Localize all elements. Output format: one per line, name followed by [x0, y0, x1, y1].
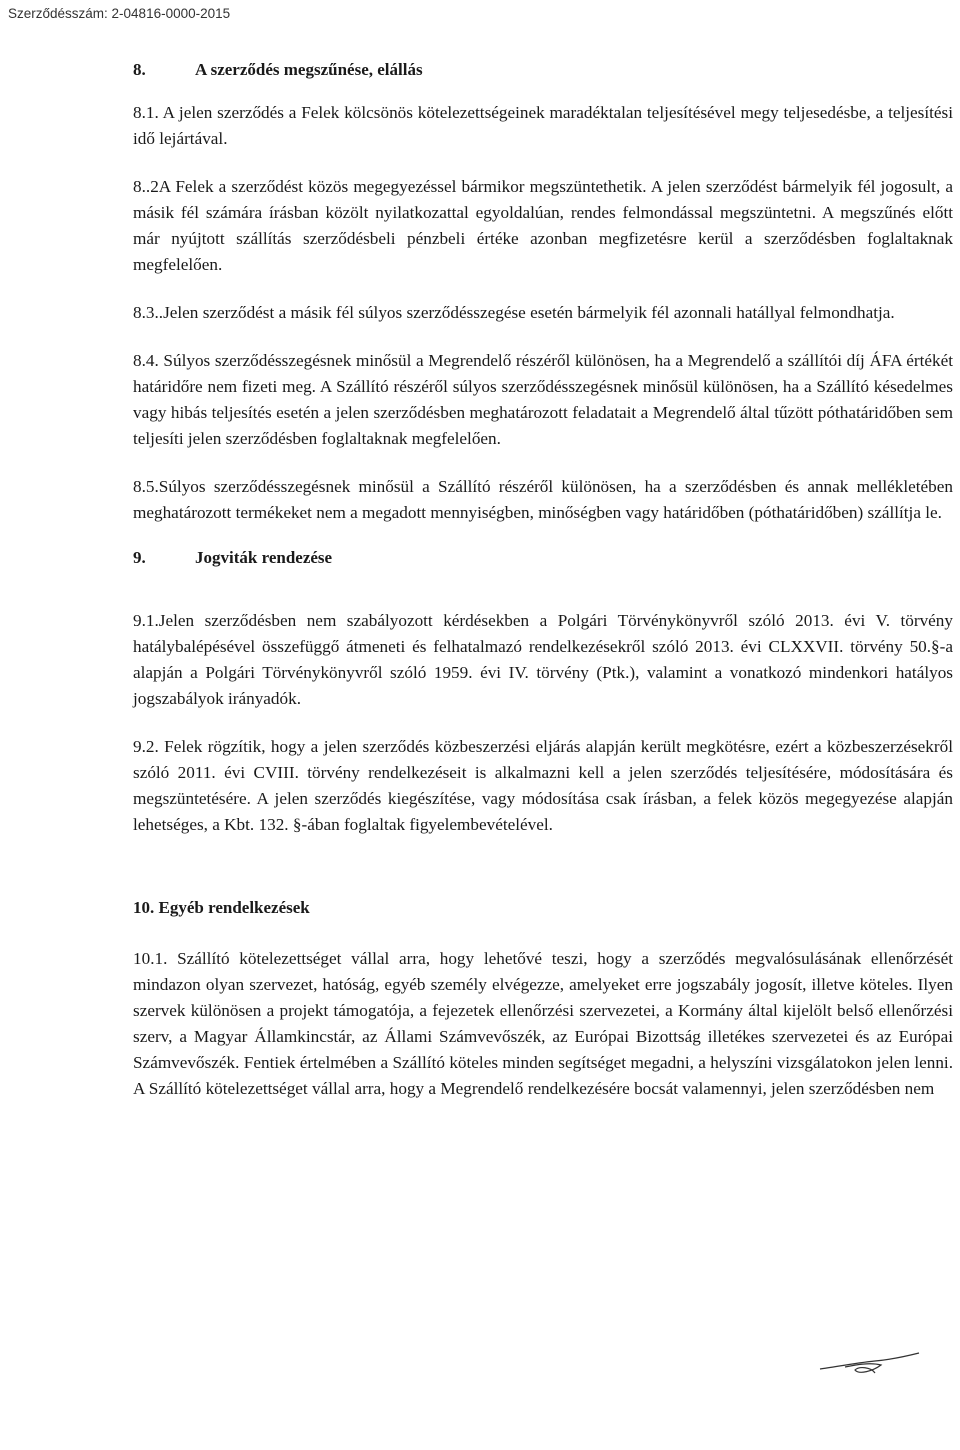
contract-number-header: Szerződésszám: 2-04816-0000-2015 — [8, 6, 231, 21]
section-9-number: 9. — [133, 548, 146, 567]
section-8-number: 8. — [133, 60, 146, 79]
paragraph-8-5: 8.5.Súlyos szerződésszegésnek minősül a Szállító részéről különösen, ha a szerződésben és annak mellékletében meghatározott termékeket nem a megadott mennyiségben, minőségben vagy határidőben (póthatáridőben) szállítja le. — [133, 477, 953, 522]
section-8-heading — [133, 60, 953, 80]
paragraph-9-1: 9.1.Jelen szerződésben nem szabályozott kérdésekben a Polgári Törvénykönyvről szóló 2013. évi V. törvény hatálybalépésével összefüggő átmeneti és felhatalmazó rendelkezésekről szóló 2013. évi CLXXVII. törvény 50.§-a alapján a Polgári Törvénykönyvről szóló 1959. évi IV. törvény (Ptk.), valamint a vonatkozó mindenkori hatályos jogszabályok irányadók. — [133, 611, 953, 708]
paragraph-8-3: 8.3..Jelen szerződést a másik fél súlyos szerződésszegése esetén bármelyik fél azonnali hatállyal felmondhatja. — [133, 303, 895, 322]
paragraph-8-1: 8.1. A jelen szerződés a Felek kölcsönös kötelezettségeinek maradéktalan teljesítésével megy teljesedésbe, a teljesítési idő lejártával. — [133, 103, 953, 148]
paragraph-8-2: 8..2A Felek a szerződést közös megegyezéssel bármikor megszüntethetik. A jelen szerződést bármelyik fél jogosult, a másik fél számára írásban közölt nyilatkozattal egyoldalúan, rendes felmondással megszüntetni. A megszűnés előtt már nyújtott szállítás szerződésbeli pénzbeli értéke azonban megfizetésre kerül a szerződésben foglaltaknak megfelelően. — [133, 177, 953, 274]
section-10-heading: 10. Egyéb rendelkezések — [133, 898, 310, 917]
signature-initials — [815, 1345, 925, 1385]
paragraph-10-1: 10.1. Szállító kötelezettséget vállal arra, hogy lehetővé teszi, hogy a szerződés megvalósulásának ellenőrzését mindazon olyan szervezet, hatóság, egyéb személy elvégezze, amelyeket erre jogszabály jogosít, illetve köteles. Ilyen szervek különösen a projekt támogatója, a fejezetek ellenőrzési szervezetei, a Kormány által kijelölt belső ellenőrzési szerv, a Magyar Államkincstár, az Állami Számvevőszék, az Európai Bizottság illetékes szervezetei és az Európai Számvevőszék. Fentiek értelmében a Szállító köteles minden segítséget megadni, a helyszíni vizsgálatokon jelen lenni. A Szállító kötelezettséget vállal arra, hogy a Megrendelő rendelkezésére bocsát valamennyi, jelen szerződésben nem — [133, 949, 953, 1098]
document-body — [133, 60, 953, 1102]
section-9-heading — [133, 548, 953, 568]
section-8-title: A szerződés megszűnése, elállás — [195, 60, 423, 79]
paragraph-9-2: 9.2. Felek rögzítik, hogy a jelen szerződés közbeszerzési eljárás alapján került megkötésre, ezért a közbeszerzésekről szóló 2011. évi CVIII. törvény rendelkezéseit is alkalmazni kell a jelen szerződés teljesítésére, módosítására és megszüntetésére. A jelen szerződés kiegészítése, vagy módosítása csak írásban, a felek közös megegyezése alapján lehetséges, a Kbt. 132. §-ában foglaltak figyelembevételével. — [133, 737, 953, 834]
paragraph-8-4: 8.4. Súlyos szerződésszegésnek minősül a Megrendelő részéről különösen, ha a Megrendelő a szállítói díj ÁFA értékét határidőre nem fizeti meg. A Szállító részéről súlyos szerződésszegésnek minősül különösen, ha a Szállító késedelmes vagy hibás teljesítés esetén a jelen szerződésben meghatározott feladatait a Megrendelő által tűzött póthatáridőben sem teljesíti jelen szerződésben foglaltaknak megfelelően. — [133, 351, 953, 448]
section-9-title: Jogviták rendezése — [195, 548, 333, 567]
